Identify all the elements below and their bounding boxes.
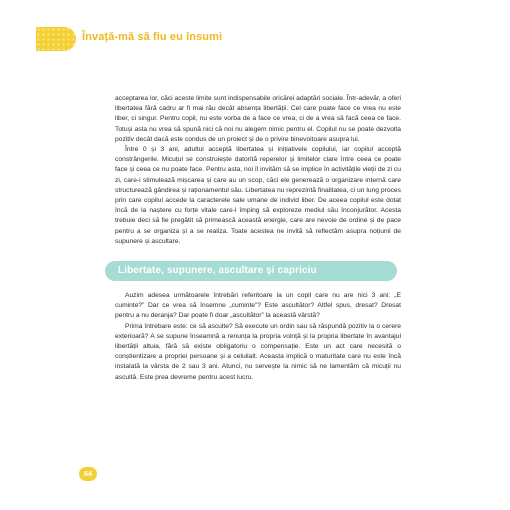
paragraph-1: acceptarea lor, căci aceste limite sunt indispensabile oricărei adaptări sociale. Într-adevăr, a oferi libertatea fără cadru ar fi mai rău decât absența libertății. Cel care poate face ce vrea nu este liber, ci singur. Pentru copil, nu este vorba de a face ce vrea, ci de a vrea să facă ceea ce face. Totuși asta nu vrea să spună nici că noi nu alegem nimic pentru el. Copilul nu se poate dezvolta pozitiv decât dacă este condus de un proiect și de o privire binevoitoare asupra lui. bbox=[115, 95, 401, 143]
chapter-title: Învață-mă să fiu eu însumi bbox=[82, 31, 223, 43]
paragraph-2: Între 0 și 3 ani, adultul acceptă libertatea și inițiativele copilului, iar copilul acceptă constrângerile. Micuțul se construiește datorită reperelor și limitelor clare între ceea ce poate face și ceea ce nu poate face. Pentru asta, noi îl invităm să se implice în activitățile vieții de zi cu zi, care-i stimulează mișcarea și care au un scop, căci ele generează o organizare internă care structurează gândirea și raționamentul său. Libertatea nu reprezintă finalitatea, ci un lung proces prin care copilul accede la caracterele sale umane de individ liber. De aceea copilul este dotat încă de la naștere cu forțe vitale care-l împing să exploreze mediul său înconjurător. Acesta trebuie deci să fie pregătit să primească această energie, care are nevoie de ordine și de pace pentru a se organiza și a se realiza. Toate acestea ne invită să reflectăm asupra noțiunii de supunere și ascultare. bbox=[115, 146, 401, 245]
header-tab bbox=[36, 27, 76, 51]
section-paragraph-1: Auzim adesea următoarele întrebări referitoare la un copil care nu are nici 3 ani: „E cuminte?” Dar ce vrea să însemne „cuminte”? Este ascultător? Altfel spus, dresat? Dresat pentru a nu deranja? Dar poate fi doar „ascultător” la această vârstă? bbox=[115, 292, 401, 320]
page-content bbox=[115, 94, 401, 383]
dotted-pattern bbox=[36, 27, 76, 51]
page-number: 64 bbox=[79, 467, 97, 481]
section-heading: Libertate, supunere, ascultare și capriciu bbox=[118, 265, 317, 277]
section-heading-band bbox=[105, 261, 397, 281]
section-paragraph-2: Prima întrebare este: ce să asculte? Să execute un ordin sau să răspundă pozitiv la o cerere exterioară? A se supune înseamnă a renunța la propria voință și la propria libertate în avantajul libertății altuia, fără să existe obligatoriu o compensație. Este un act care necesită o conștientizare a propriei persoane și a celuilalt. Aceasta implică o maturitate care nu este încă instalată la vârsta de 2 sau 3 ani. Atunci, nu servește la nimic să ne lamentăm că micuții nu ascultă. Este prea devreme pentru acest lucru. bbox=[115, 322, 401, 381]
